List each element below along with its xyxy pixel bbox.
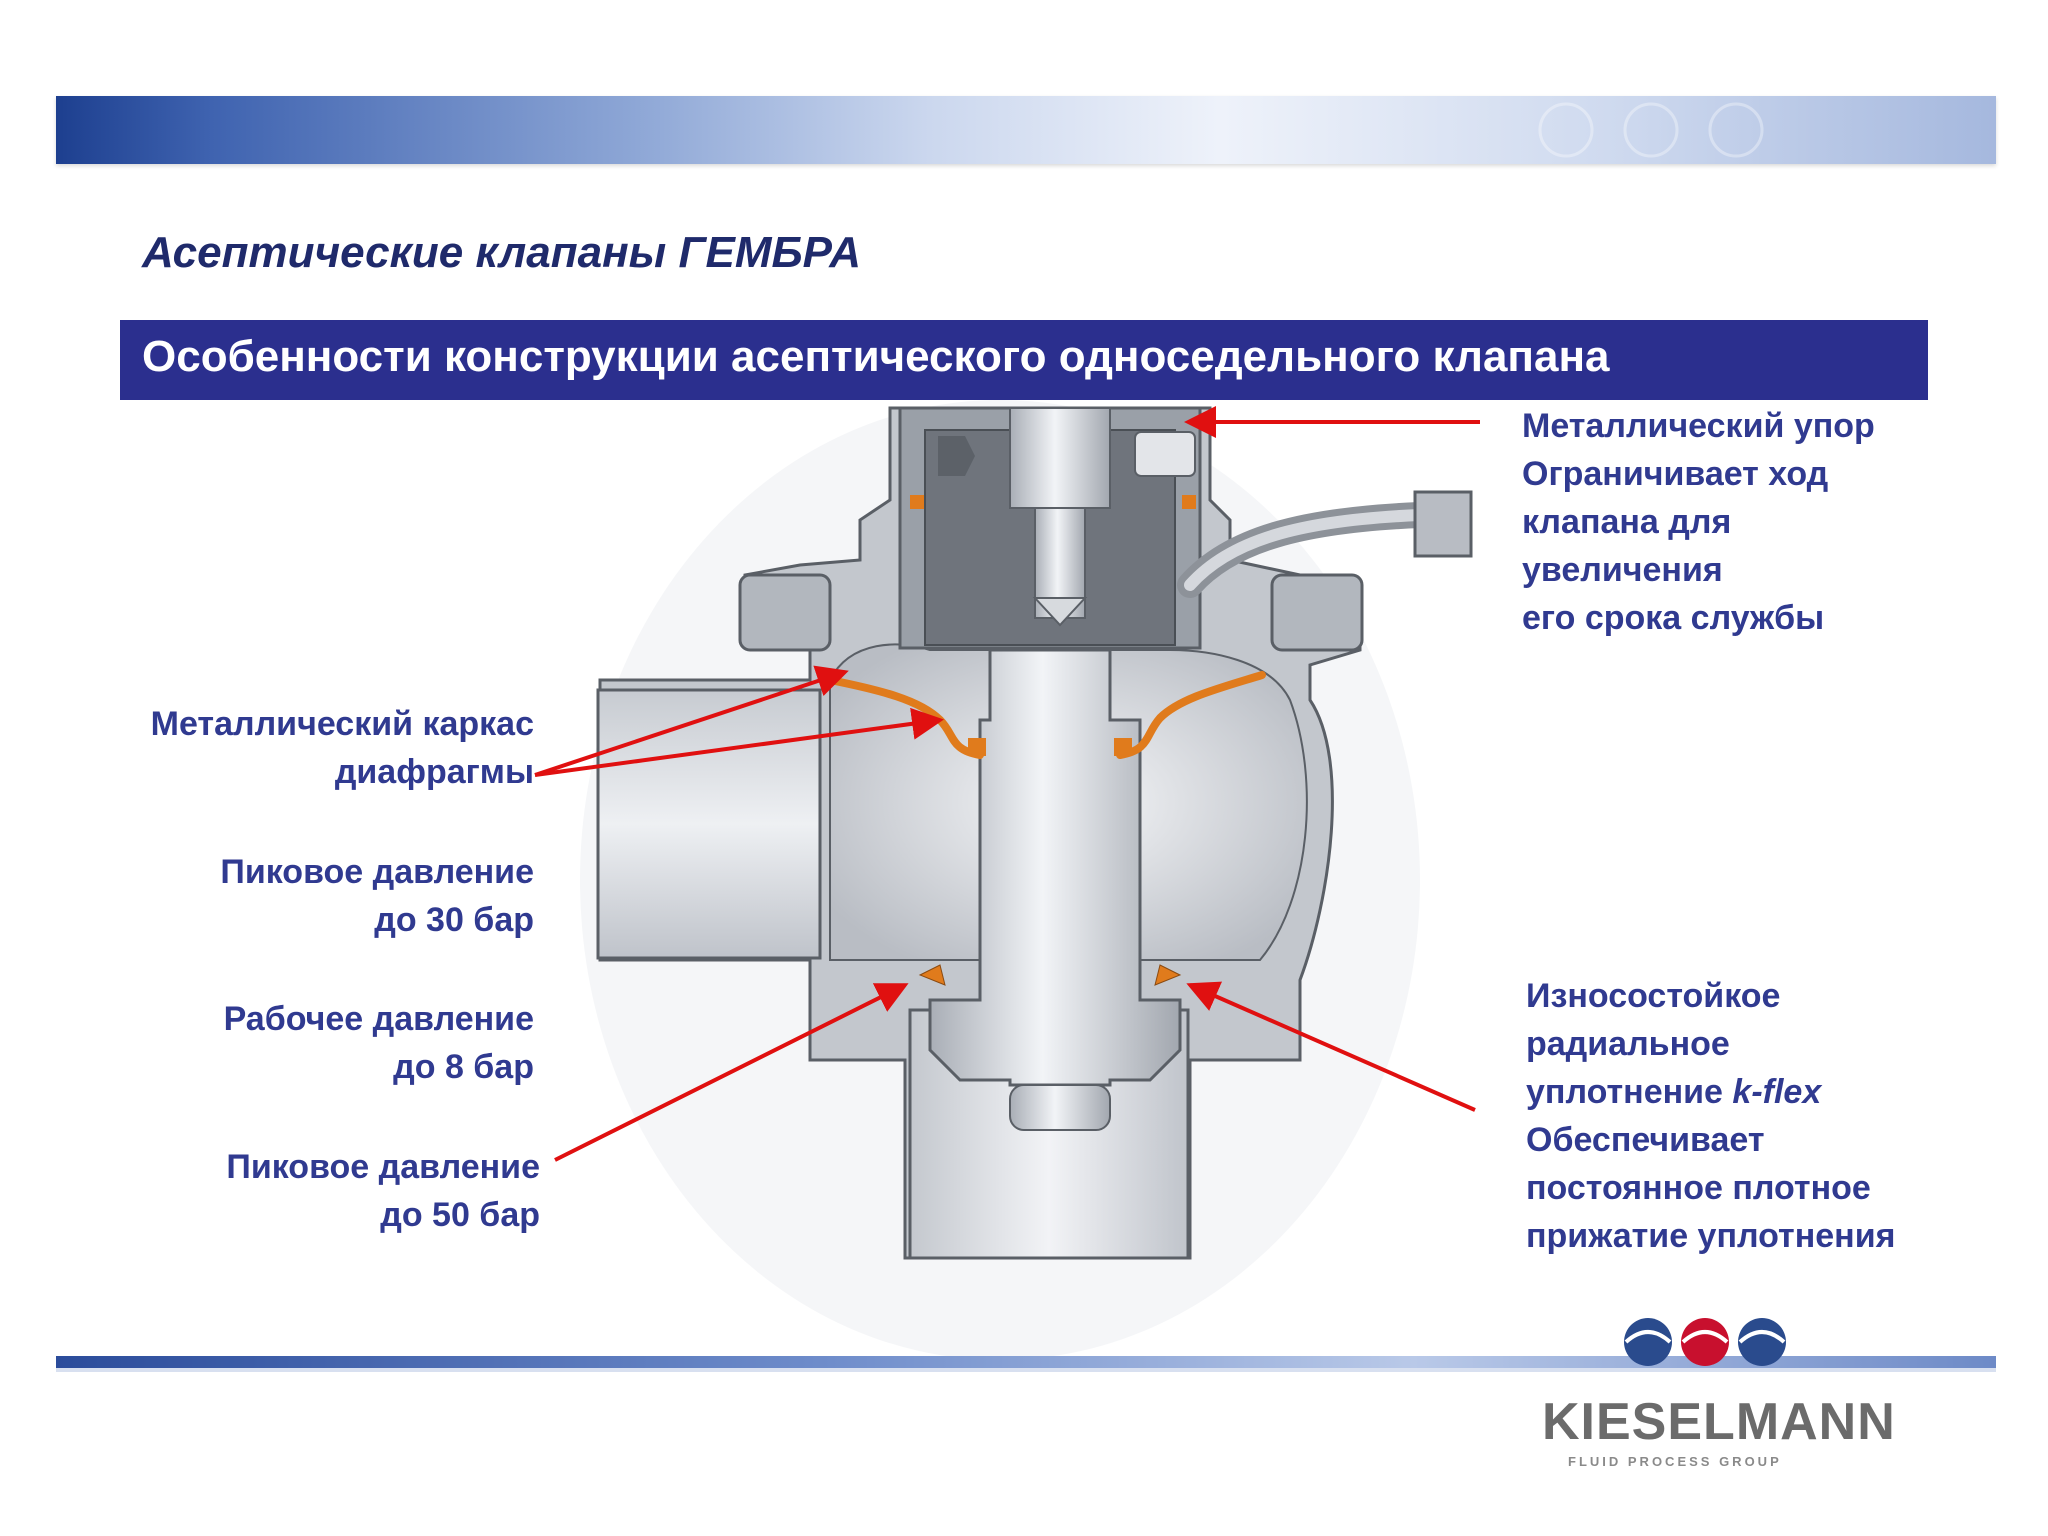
logo-name: KIESELMANN bbox=[1542, 1393, 1896, 1451]
peak-pressure-30-line-2: до 30 бар bbox=[374, 901, 534, 939]
working-pressure-line-1: Рабочее давление bbox=[223, 1000, 534, 1038]
metal-stop-annotation bbox=[1522, 402, 1875, 642]
slide-title: Асептические клапаны ГЕМБРА bbox=[142, 228, 861, 277]
metal-stop-screw bbox=[1135, 432, 1195, 476]
working-pressure-annotation bbox=[224, 995, 534, 1091]
diaphragm-frame-line-1: Металлический каркас bbox=[150, 705, 534, 743]
kieselmann-logo bbox=[1530, 1312, 1896, 1472]
left-clamp bbox=[740, 575, 830, 650]
subtitle-text: Особенности конструкции асептического односедельного клапана bbox=[142, 332, 1610, 381]
metal-stop-line-2: Ограничивает ход bbox=[1522, 455, 1829, 493]
peak-pressure-30-line-1: Пиковое давление bbox=[220, 853, 534, 891]
metal-stop-line-3: клапана для bbox=[1522, 503, 1732, 541]
radial-seal-line-4: Обеспечивает bbox=[1526, 1121, 1765, 1159]
peak-pressure-50-line-2: до 50 бар bbox=[380, 1196, 540, 1234]
metal-stop-line-1: Металлический упор bbox=[1522, 407, 1875, 445]
metal-stop-line-4: увеличения bbox=[1522, 551, 1723, 589]
metal-stop-line-5: его срока службы bbox=[1522, 599, 1825, 637]
peak-pressure-30-annotation bbox=[220, 848, 534, 944]
bonnet-seal-left bbox=[910, 495, 924, 509]
radial-seal-line-3 bbox=[1526, 1068, 1895, 1116]
diaphragm-frame-line-2: диафрагмы bbox=[334, 753, 534, 791]
working-pressure-line-2: до 8 бар bbox=[393, 1048, 534, 1086]
radial-seal-line-3-prefix: уплотнение bbox=[1526, 1073, 1733, 1111]
stem-upper bbox=[1010, 408, 1110, 508]
radial-seal-line-2: радиальное bbox=[1526, 1025, 1730, 1063]
radial-seal-line-1: Износостойкое bbox=[1526, 977, 1781, 1015]
diaphragm-clip-right bbox=[1114, 738, 1132, 756]
diaphragm-frame-annotation bbox=[151, 700, 534, 796]
peak-pressure-50-line-1: Пиковое давление bbox=[226, 1148, 540, 1186]
radial-seal-k-flex: k-flex bbox=[1732, 1073, 1822, 1111]
radial-seal-line-5: постоянное плотное bbox=[1526, 1169, 1871, 1207]
plug-skirt bbox=[1010, 1085, 1110, 1130]
bonnet-seal-right bbox=[1182, 495, 1196, 509]
right-clamp bbox=[1272, 575, 1362, 650]
inlet-pipe bbox=[598, 690, 820, 958]
peak-pressure-50-annotation bbox=[226, 1143, 540, 1239]
diaphragm-clip-left bbox=[968, 738, 986, 756]
logo-tagline: FLUID PROCESS GROUP bbox=[1568, 1454, 1782, 1469]
radial-seal-annotation bbox=[1526, 972, 1895, 1260]
logo-circles-icon bbox=[1530, 1312, 1870, 1372]
radial-seal-line-6: прижатие уплотнения bbox=[1526, 1217, 1896, 1255]
leakage-port-fitting bbox=[1415, 492, 1471, 556]
